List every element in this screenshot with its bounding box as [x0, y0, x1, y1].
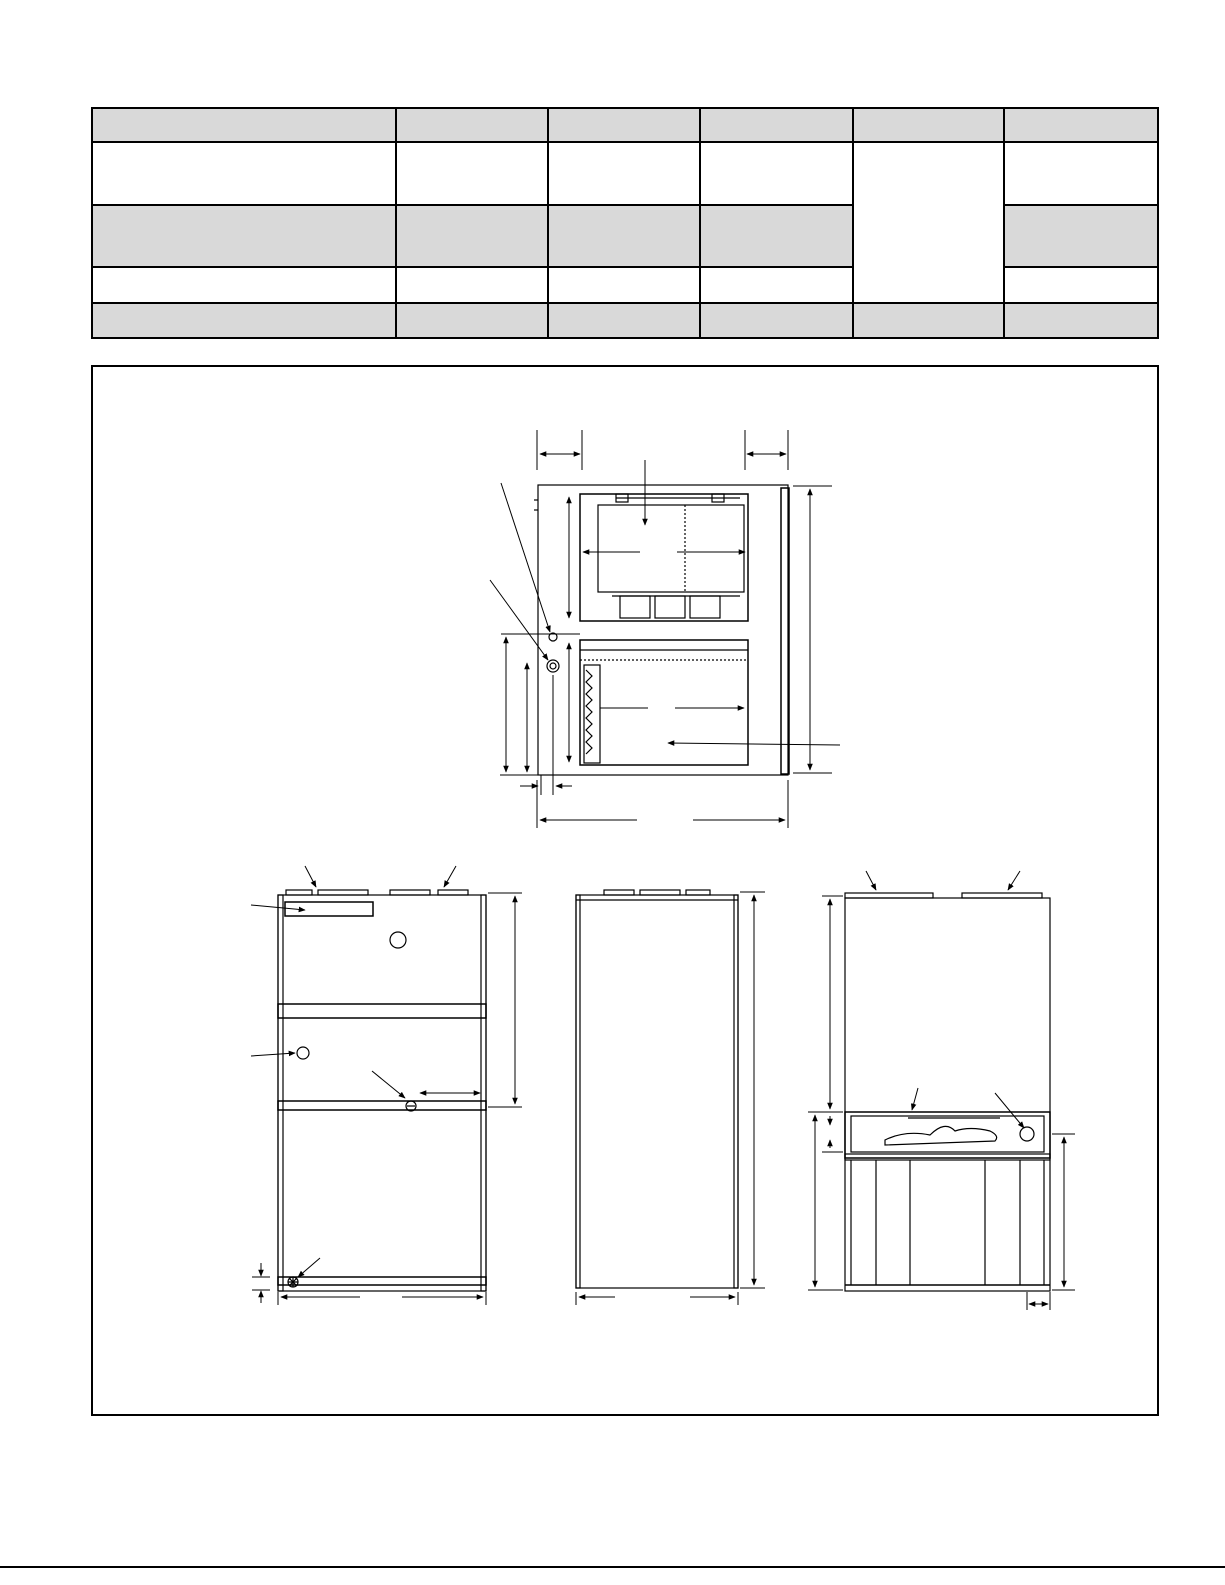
table-row [91, 303, 1159, 339]
table-header-row [91, 107, 1159, 142]
spec-table [91, 107, 1159, 339]
page-footer-rule [0, 1566, 1225, 1568]
merged-cell [853, 143, 1004, 302]
dimension-drawing [91, 365, 1159, 1416]
